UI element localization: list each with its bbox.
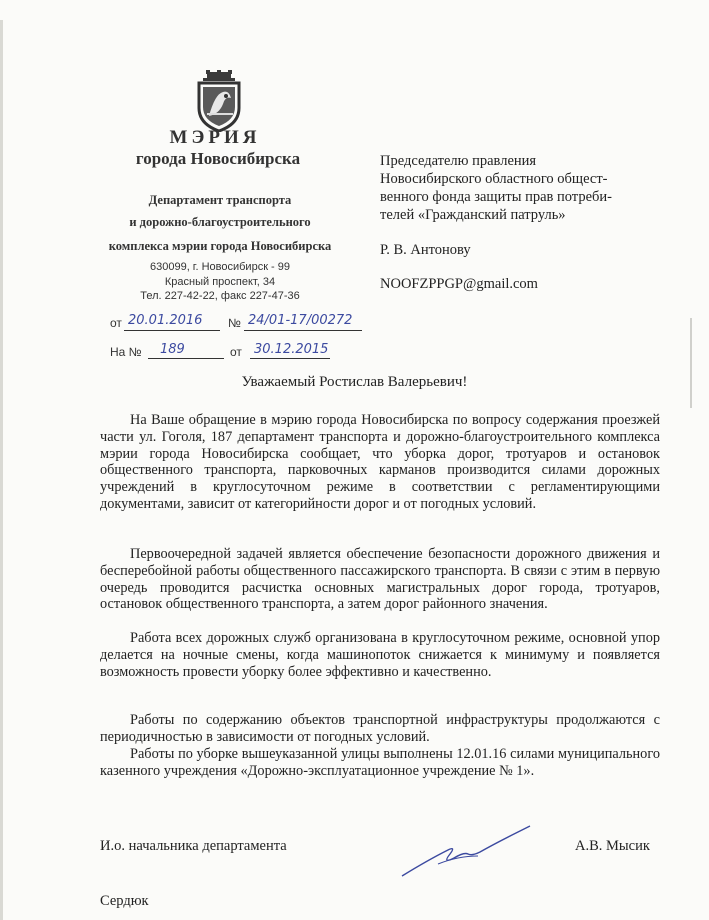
- ref-from-date: 20.01.2016: [128, 313, 203, 328]
- handwritten-signature-icon: [398, 820, 533, 882]
- ref-from-label: от: [110, 316, 122, 330]
- ref-in-number: 189: [160, 342, 185, 357]
- recipient-line-3: венного фонда защиты прав потреби-: [380, 189, 612, 205]
- salutation: Уважаемый Ростислав Валерьевич!: [241, 374, 468, 390]
- recipient-line-2: Новосибирского областного общест-: [380, 171, 608, 187]
- body-paragraph-2: Первоочередной задачей является обеспечение безопасности дорожного движения и бесперебойной работы общественного пассажирского транспорта. В связи с этим в первую очередь проводится расчистка основных магистральных дорог города, тротуаров, остановок общественного транспорта, а затем дорог районного значения.: [100, 546, 660, 613]
- ref-in-underline: [148, 358, 224, 359]
- recipient-email: NOOFZPPGP@gmail.com: [380, 276, 538, 292]
- body-paragraph-4: Работы по содержанию объектов транспортной инфраструктуры продолжаются с периодичностью в зависимости от погодных условий.: [100, 712, 660, 745]
- executor-name: Сердюк: [100, 893, 149, 909]
- ref-out-number: 24/01-17/00272: [248, 313, 353, 328]
- org-name-line2: города Новосибирска: [135, 149, 301, 168]
- ref-from-underline: [124, 330, 220, 331]
- address-line-2: Красный проспект, 34: [164, 276, 276, 288]
- address-line-1: 630099, г. Новосибирск - 99: [149, 261, 291, 273]
- ref-no-label: №: [228, 316, 241, 330]
- department-line-3: комплекса мэрии города Новосибирска: [108, 239, 332, 253]
- ref-out-underline: [244, 330, 362, 331]
- body-paragraph-3: Работа всех дорожных служб организована в круглосуточном режиме, основной упор делается на ночные смены, когда машинопоток снижается к минимуму и появляется возможность провести уборку более эффективно и качественно.: [100, 630, 660, 680]
- department-line-1: Департамент транспорта: [148, 193, 292, 207]
- recipient-name: Р. В. Антонову: [380, 242, 471, 258]
- ref-in-date: 30.12.2015: [254, 342, 329, 357]
- address-line-3: Тел. 227-42-22, факс 227-47-36: [140, 290, 300, 302]
- department-line-2: и дорожно-благоустроительного: [129, 215, 311, 229]
- recipient-line-4: телей «Гражданский патруль»: [380, 207, 566, 223]
- scan-edge-right: [690, 318, 692, 408]
- recipient-line-1: Председателю правления: [380, 153, 537, 169]
- ref-in-from-label: от: [230, 345, 242, 359]
- signatory-name: А.В. Мысик: [575, 838, 650, 854]
- signatory-position: И.о. начальника департамента: [100, 838, 287, 854]
- scan-edge-left: [0, 20, 3, 920]
- ref-in-date-underline: [250, 358, 330, 359]
- body-paragraph-1: На Ваше обращение в мэрию города Новосибирска по вопросу содержания проезжей части ул. Гоголя, 187 департамент транспорта и дорожно-благоустроительного комплекса мэрии города Новосибирска сообщает, что уборка дорог, тротуаров и остановок общественного транспорта, парковочных карманов производится силами дорожных учреждений в круглосуточном режиме в соответствии с регламентирующими документами, зависит от категорийности дорог и от погодных условий.: [100, 412, 660, 512]
- coat-of-arms-emblem-icon: [193, 70, 245, 132]
- body-paragraph-5: Работы по уборке вышеуказанной улицы выполнены 12.01.16 силами муниципального казенного учреждения «Дорожно-эксплуатационное учреждение № 1».: [100, 746, 660, 779]
- org-name-line1: МЭРИЯ: [169, 127, 261, 148]
- ref-incoming-label: На №: [110, 345, 142, 359]
